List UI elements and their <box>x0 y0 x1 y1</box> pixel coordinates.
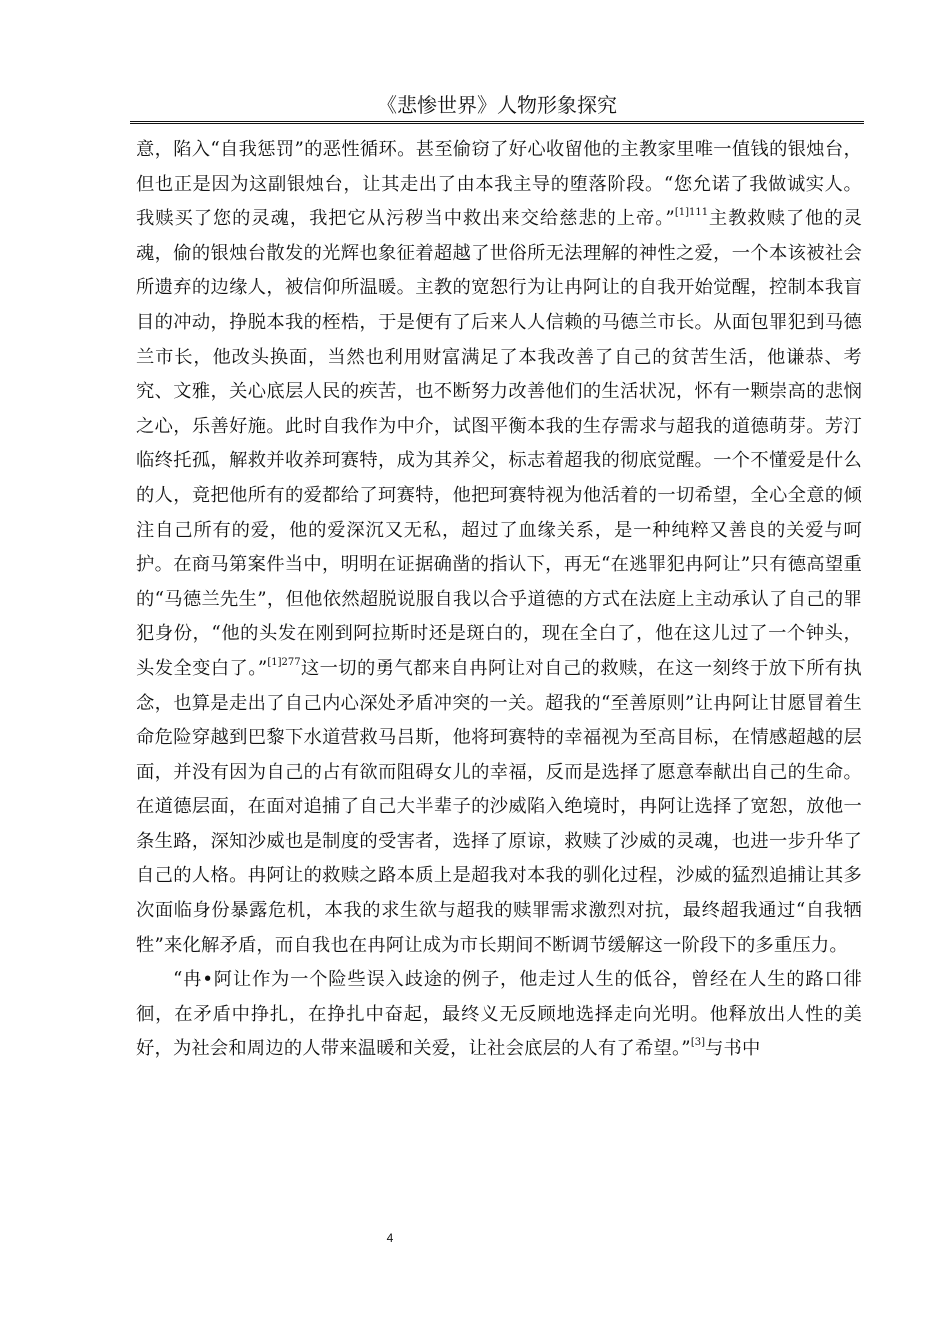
citation-ref: [3] <box>690 1037 706 1049</box>
citation-ref: [1]277 <box>267 656 301 668</box>
text-run: “冉•阿让作为一个险些误入歧途的例子，他走过人生的低谷，曾经在人生的路口徘徊，在矛盾中挣扎，在挣扎中奋起，最终义无反顾地选择走向光明。他释放出人性的美好，为社会和周边的人带来温暖和关爱，让社会底层的人有了希望。” <box>136 969 862 1060</box>
text-run: 这一切的勇气都来自冉阿让对自己的救赎，在这一刻终于放下所有执念，也算是走出了自己内心深处矛盾冲突的一关。超我的“至善原则”让冉阿让甘愿冒着生命危险穿越到巴黎下水道营救马吕斯，他将珂赛特的幸福视为至高目标，在情感超越的层面，并没有因为自己的占有欲而阻碍女儿的幸福，反而是选择了愿意奉献出自己的生命。在道德层面，在面对追捕了自己大半辈子的沙威陷入绝境时，冉阿让选择了宽恕，放他一条生路，深知沙威也是制度的受害者，选择了原谅，救赎了沙威的灵魂，也进一步升华了自己的人格。冉阿让的救赎之路本质上是超我对本我的驯化过程，沙威的猛烈追捕让其多次面临身份暴露危机，本我的求生欲与超我的赎罪需求激烈对抗，最终超我通过“自我牺牲”来化解矛盾，而自我也在冉阿让成为市长期间不断调节缓解这一阶段下的多重压力。 <box>136 657 862 956</box>
text-run: 与书中 <box>705 1038 761 1060</box>
body-text <box>136 133 862 1067</box>
paragraph-1 <box>136 133 862 963</box>
page-number: 4 <box>386 1231 394 1245</box>
header-rule <box>130 121 864 124</box>
text-run: 意，陷入“自我惩罚”的恶性循环。甚至偷窃了好心收留他的主教家里唯一值钱的银烛台，但也正是因为这副银烛台，让其走出了由本我主导的堕落阶段。“您允诺了我做诚实人。我赎买了您的灵魂，我把它从污秽当中救出来交给慈悲的上帝。” <box>136 139 862 230</box>
citation-ref: [1]111 <box>674 207 709 219</box>
paragraph-2 <box>136 963 862 1067</box>
running-header: 《悲惨世界》人物形象探究 <box>377 93 617 117</box>
text-run: 主教救赎了他的灵魂，偷的银烛台散发的光辉也象征着超越了世俗所无法理解的神性之爱，一个本该被社会所遗弃的边缘人，被信仰所温暖。主教的宽恕行为让冉阿让的自我开始觉醒，控制本我盲目的冲动，挣脱本我的桎梏，于是便有了后来人人信赖的马德兰市长。从面包罪犯到马德兰市长，他改头换面，当然也利用财富满足了本我改善了自己的贫苦生活，他谦恭、考究、文雅，关心底层人民的疾苦，也不断努力改善他们的生活状况，怀有一颗崇高的悲悯之心，乐善好施。此时自我作为中介，试图平衡本我的生存需求与超我的道德萌芽。芳汀临终托孤，解救并收养珂赛特，成为其养父，标志着超我的彻底觉醒。一个不懂爱是什么的人，竟把他所有的爱都给了珂赛特，他把珂赛特视为他活着的一切希望，全心全意的倾注自己所有的爱，他的爱深沉又无私，超过了血缘关系，是一种纯粹又善良的关爱与呵护。在商马第案件当中，明明在证据确凿的指认下，再无“在逃罪犯冉阿让”只有德高望重的“马德兰先生”，但他依然超脱说服自我以合乎道德的方式在法庭上主动承认了自己的罪犯身份，“他的头发在刚到阿拉斯时还是斑白的，现在全白了，他在这儿过了一个钟头，头发全变白了。” <box>136 208 862 679</box>
